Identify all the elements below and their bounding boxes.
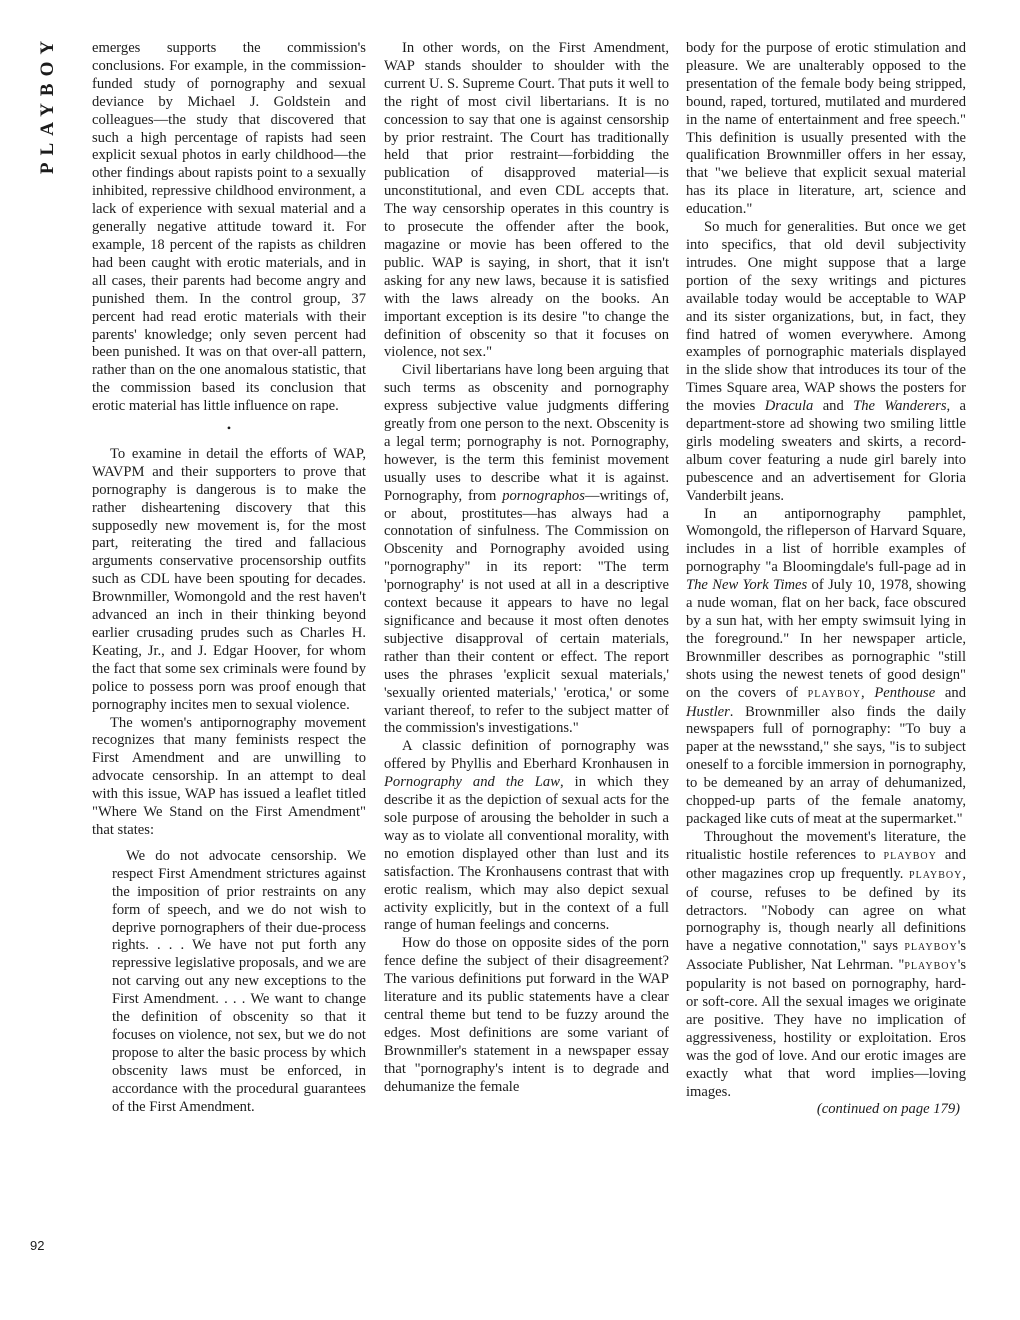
section-bullet: • [226,421,232,436]
small-caps-name: PLAYBOY [904,942,958,954]
text-run: and [935,684,967,701]
text-run: , [860,684,875,701]
text-run: , in which they describe it as the depiction of sexual acts for the sole purpose of arousing the beholder in such a way as to violate all conventional morality, with no emotion displayed other than lust and its satisfaction. The Kronhausens contrast that with erotic realism, which may also depict sexual activity explicitly, but in the context of a full range of human feelings and concerns. [384,774,669,934]
paragraph [686,506,966,829]
text-run: 's Associate Publisher, Nat Lehrman. " [686,938,966,974]
text-run: , a department-store ad showing two smiling little girls modeling sweaters and skirts, a record-album cover featuring a nude girl barely into pubescence and an advertisement for Gloria Vanderbilt jeans. [686,398,966,504]
small-caps-name: PLAYBOY [883,850,937,862]
paragraph: To examine in detail the efforts of WAP, WAVPM and their supporters to prove that pornography is dangerous is to make the rather disheartening discovery that this supposedly new movement is, for the most part, reiterating the tired and fallacious arguments conservative procensorship outfits such as CDL have been spouting for decades. Brownmiller, Womongold and the rest haven't advanced an inch in their thinking beyond earlier crusading prudes such as Charles H. Keating, Jr., and J. Edgar Hoover, for whom the fact that some sex criminals were found by police to possess porn was proof enough that pornography incites men to sexual violence. [92,445,366,713]
text-run: Throughout the movement's literature, the ritualistic hostile references to [686,828,966,863]
paragraph: How do those on opposite sides of the porn fence define the subject of their disagreement? The various definitions put forward in the WAP literature and its public statements have a clear central theme but tend to be fuzzy around the edges. Most definitions are some variant of Brownmiller's statement in a newspaper essay that "pornography's intent is to degrade and dehumanize the female [384,935,669,1095]
italic-term: pornographos [502,487,585,504]
text-run: , of course, refuses to be defined by its detractors. "Nobody can agree on what pornography is, though nearly all definitions have a negative connotation," says [686,865,966,955]
text-run: 's popularity is not based on pornography, hard- or soft-core. All the sexual images we originate are positive. They have no implication of aggressiveness, hostility or exploitation. Eros was the god of love. And our erotic images are exactly what that word implies—loving images. [686,957,966,1100]
column-1 [92,40,366,1116]
movie-title: Dracula [764,398,814,415]
paragraph: emerges supports the commission's conclusions. For example, in the commission-funded study of pornography and sexual deviance by Michael J. Goldstein and colleagues—the study that discovered that such a high percentage of rapists had seen explicit sexual photos in early childhood—the other findings about rapists point to a sexually inhibited, repressive childhood environment, a lack of experience with sexual material and a generally negative attitude toward it. For example, 18 percent of the rapists as children had been caught with erotic materials, and in all cases, their parents had become angry and punished them. In the control group, 37 percent had read erotic materials with their parents' knowledge; only seven percent had been punished. It was on that over-all pattern, rather than on the one anomalous statistic, that the commission based its conclusion that erotic material has little influence on rape. [92,40,366,415]
magazine-masthead [28,33,68,175]
text-run: A classic definition of pornography was offered by Phyllis and Eberhard Kronhausen in [384,738,669,773]
page-number: 92 [30,1238,45,1253]
quote-text: We do not advocate censorship. We respect First Amendment strictures against the imposition of prior restraints on any form of speech, and we do not wish to deprive pornographers of their due-process rights. . . . We have not put forth any repressive legislative proposals, and we are not carving out any new exceptions to the First Amendment. . . . We want to change the definition of obscenity so that it focuses on violence, not sex, but we do not propose to alter the basic process by which obscenity laws must be enforced, in accordance with the procedural guarantees of the First Amendment. [112,847,366,1115]
column-2 [384,40,669,1096]
small-caps-name: PLAYBOY [909,869,963,881]
text-run: and other magazines crop up frequently. [686,846,966,882]
movie-title: The Wanderers [853,398,947,415]
magazine-title: Hustler [686,703,730,720]
text-run: and [813,398,854,415]
block-quote [112,848,366,1117]
newspaper-title: The New York Times [686,577,808,594]
text-run: In an antipornography pamphlet, Womongold, the rifleperson of Harvard Square, includes in a list of horrible examples of pornography "a Bloomingdale's full-page ad in [686,505,966,576]
column-3 [686,40,966,1119]
paragraph: The women's antipornography movement recognizes that many feminists respect the First Amendment and are unwilling to advocate censorship. In an attempt to deal with this issue, WAP has issued a leaflet titled "Where We Stand on the First Amendment" that states: [92,714,366,838]
book-title: Pornography and the Law [384,774,560,791]
paragraph [686,829,966,1102]
masthead-text: PLAYBOY [37,33,58,175]
text-run: Civil libertarians have long been arguing that such terms as obscenity and pornography express subjective value judgments differing greatly from one person to the next. Obscenity is a legal term; pornography is not. Pornography, however, is the term this feminist movement usually uses to describe what it is against. Pornography, from [384,362,669,504]
text-run: of July 10, 1978, showing a nude woman, flat on her back, face obscured by a sun hat, with her empty swimsuit lying in the foreground." In her newspaper article, Brownmiller describes as pornographic "still shots using the newest tenets of good design" on the covers of [686,577,967,701]
small-caps-name: PLAYBOY [904,961,958,973]
paragraph: body for the purpose of erotic stimulation and pleasure. We are unalterably opposed to the presentation of the female body being stripped, bound, raped, tortured, mutilated and murdered in the name of entertainment and free speech." This definition is usually presented with the qualification Brownmiller offers in her essay, that "we believe that explicit sexual material has its place in literature, art, science and education." [686,40,966,218]
paragraph [384,362,669,738]
small-caps-name: PLAYBOY [807,688,861,700]
text-run: . Brownmiller also finds the daily newspapers full of pornography: "To buy a paper at the newsstand," she says, "is to subject oneself to a forcible immersion in pornography, to be demeaned by an array of dehumanized, chopped-up parts of the female anatomy, packaged like cuts of meat at the supermarket." [686,703,966,827]
text-run: —writings of, or about, prostitutes—has always had a connotation of sinfulness. The Commission on Obscenity and Pornography avoided using "pornography" in its report: "The term 'pornography' is not used at all in a descriptive context because it appears to have no legal significance and because it most often denotes subjective disapproval of certain materials, rather than their content or effect. The report uses the phrases 'explicit sexual materials,' 'sexually oriented materials,' 'erotica,' or some variant thereof, to refer to the subject matter of the commission's investigations." [384,487,669,737]
magazine-title: Penthouse [874,684,936,701]
paragraph [686,219,966,506]
continued-line: (continued on page 179) [816,1101,960,1118]
paragraph [384,738,669,935]
text-run: So much for generalities. But once we get into specifics, that old devil subjectivity intrudes. One might suppose that a large portion of the sexy writings and pictures available today would be acceptable to WAP and its sister organizations, but, in fact, they find hatred of women everywhere. Among examples of pornographic materials displayed in the slide show that introduces its tour of the Times Square area, WAP shows the posters for the movies [686,219,966,415]
paragraph: In other words, on the First Amendment, WAP stands shoulder to shoulder with the current U. S. Supreme Court. That puts it well to the right of most civil libertarians. It is no concession to say that one is against censorship by prior restraint. The Court has traditionally held that prior restraint—forbidding the publication of disapproved material—is unconstitutional, and even CDL accepts that. The way censorship operates in this country is to prosecute the offender after the book, magazine or movie has been offered to the public. WAP is saying, in short, that it isn't asking for any new laws, because it is satisfied with the laws already on the books. An important exception is its desire "to change the definition of obscenity so that it focuses on violence, not sex." [384,40,669,361]
